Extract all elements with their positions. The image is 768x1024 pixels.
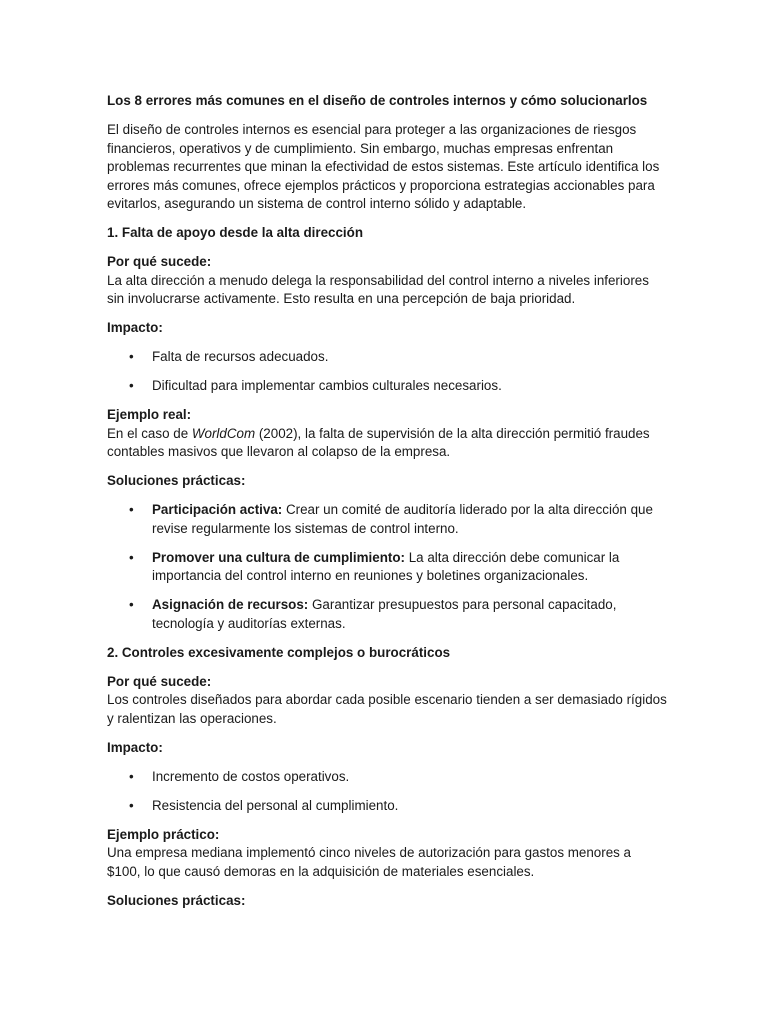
list-item [107,348,667,367]
list-item [107,377,667,396]
example-company: WorldCom [191,425,256,441]
section-2-solutions-label: Soluciones prácticas: [107,892,246,908]
solution-text: Garantizar presupuestos para personal capacitado, tecnología y auditorías externas. [152,597,617,631]
example-text-pre: En el caso de [107,425,192,441]
list-item-text: Incremento de costos operativos. [152,768,350,784]
list-item [107,797,667,816]
section-1-why [107,253,667,309]
solution-text: La alta dirección debe comunicar la importancia del control interno en reuniones y boletines organizacionales. [152,549,620,583]
list-item-text: Falta de recursos adecuados. [152,349,329,364]
section-1-title: 1. Falta de apoyo desde la alta dirección [107,225,363,240]
section-2-impact-list [107,768,667,816]
intro-paragraph: El diseño de controles internos es esencial para proteger a las organizaciones de riesgos financieros, operativos y de cumplimiento. Sin embargo, muchas empresas enfrentan problemas recurrentes que minan la efectividad de estos sistemas. Este artículo identifica los errores más comunes, ofrece ejemplos prácticos y proporciona estrategias accionables para evitarlos, asegurando un sistema de control interno sólido y adaptable. [107,122,660,211]
section-1-solutions-list [107,501,667,633]
list-item-text: Resistencia del personal al cumplimiento. [152,797,399,813]
section-1-why-label: Por qué sucede: [107,254,212,269]
solution-title: Promover una cultura de cumplimiento: [152,549,405,565]
section-2-why-label: Por qué sucede: [107,673,212,689]
solution-title: Asignación de recursos: [152,597,309,612]
section-2-example-text: Una empresa mediana implementó cinco niveles de autorización para gastos menores a $100, lo que causó demoras en la adquisición de materiales esenciales. [107,845,632,879]
list-item [107,501,667,538]
document-page [107,92,667,921]
list-item [107,549,667,586]
bullet-icon: • [129,349,134,364]
bullet-icon: • [129,768,134,784]
list-item-text: Dificultad para implementar cambios culturales necesarios. [152,378,502,393]
section-2-impact-label: Impacto: [107,739,163,755]
section-1-why-text: La alta dirección a menudo delega la responsabilidad del control interno a niveles inferiores sin involucrarse activamente. Esto resulta en una percepción de baja prioridad. [107,272,649,306]
bullet-icon: • [129,378,134,393]
example-text-post: (2002), la falta de supervisión de la alta dirección permitió fraudes contables masivos que llevaron al colapso de la empresa. [107,425,650,459]
bullet-icon: • [129,502,134,517]
section-1-example-label: Ejemplo real: [107,407,192,422]
bullet-icon: • [129,597,134,612]
section-2-example-label: Ejemplo práctico: [107,826,220,842]
section-2-example [107,826,667,882]
section-2-why-text: Los controles diseñados para abordar cada posible escenario tienden a ser demasiado rígidos y ralentizan las operaciones. [107,692,667,726]
section-1-impact-label: Impacto: [107,320,163,335]
bullet-icon: • [129,549,134,565]
section-1-impact-list [107,348,667,396]
section-1-example [107,406,667,462]
list-item [107,768,667,787]
solution-text: Crear un comité de auditoría liderado por la alta dirección que revise regularmente los sistemas de control interno. [152,502,653,536]
section-1-solutions-label: Soluciones prácticas: [107,473,246,488]
section-2-why [107,673,667,729]
solution-title: Participación activa: [152,502,283,517]
document-title: Los 8 errores más comunes en el diseño de controles internos y cómo solucionarlos [107,93,648,108]
section-2-title: 2. Controles excesivamente complejos o burocráticos [107,644,451,660]
bullet-icon: • [129,797,134,813]
list-item [107,596,667,633]
